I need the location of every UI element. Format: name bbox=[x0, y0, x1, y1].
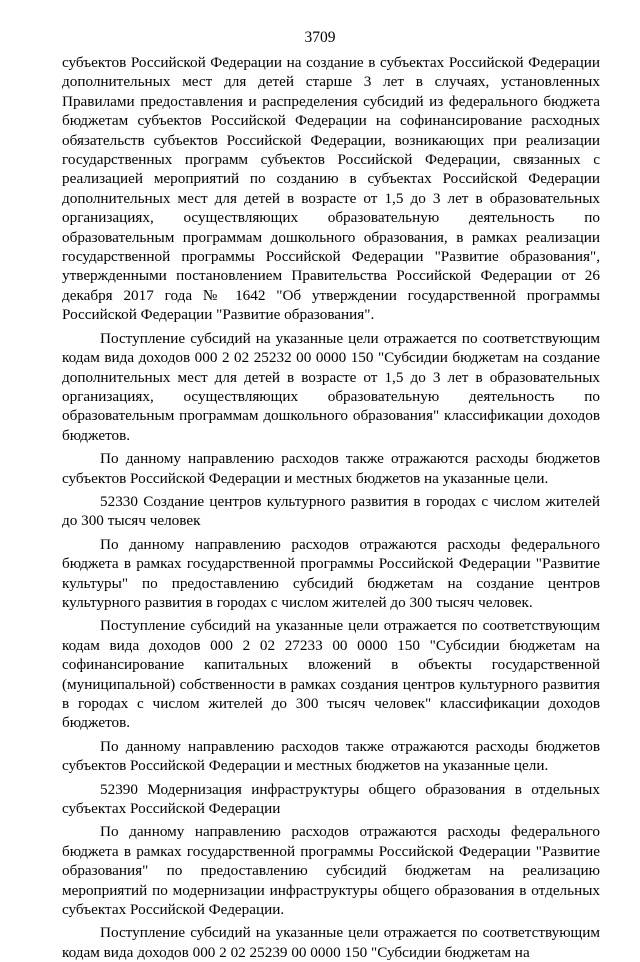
paragraph: По данному направлению расходов отражаются расходы федерального бюджета в рамках государственной программы Российской Федерации "Развитие образования" по предоставлению субсидий бюджетам на реализацию мероприятий по модернизации инфраструктуры общего образования в отдельных субъектах Российской Федерации. bbox=[62, 823, 600, 919]
section-heading: 52390 Модернизация инфраструктуры общего образования в отдельных субъектах Российской Федерации bbox=[62, 780, 600, 818]
paragraph: По данному направлению расходов отражаются расходы федерального бюджета в рамках государственной программы Российской Федерации "Развитие культуры" по предоставлению субсидий бюджетам на создание центров культурного развития в городах с числом жителей до 300 тысяч человек. bbox=[62, 535, 600, 611]
section-heading: 52330 Создание центров культурного развития в городах с числом жителей до 300 тысяч человек bbox=[62, 492, 600, 530]
paragraph: Поступление субсидий на указанные цели отражается по соответствующим кодам вида доходов 000 2 02 25239 00 0000 150 "Субсидии бюджетам на bbox=[62, 924, 600, 961]
paragraph: По данному направлению расходов также отражаются расходы бюджетов субъектов Российской Федерации и местных бюджетов на указанные цели. bbox=[62, 737, 600, 775]
page-number: 3709 bbox=[304, 29, 336, 46]
document-body bbox=[62, 53, 600, 962]
paragraph: Поступление субсидий на указанные цели отражается по соответствующим кодам вида доходов 000 2 02 27233 00 0000 150 "Субсидии бюджетам на софинансирование капитальных вложений в объекты государственной (муниципальной) собственности в рамках создания центров культурного развития в городах с числом жителей до 300 тысяч человек" классификации доходов бюджетов. bbox=[62, 617, 600, 732]
paragraph: По данному направлению расходов также отражаются расходы бюджетов субъектов Российской Федерации и местных бюджетов на указанные цели. bbox=[62, 450, 600, 487]
paragraph: Поступление субсидий на указанные цели отражается по соответствующим кодам вида доходов 000 2 02 25232 00 0000 150 "Субсидии бюджетам на создание дополнительных мест для детей в возрасте от 1,5 до 3 лет в образовательных организациях, осуществляющих образовательную деятельность по образовательным программам дошкольного образования" классификации доходов бюджетов. bbox=[62, 329, 600, 444]
paragraph: субъектов Российской Федерации на создание в субъектах Российской Федерации дополнительных мест для детей старше 3 лет в случаях, установленных Правилами предоставления и распределения субсидий из федерального бюджета бюджетам субъектов Российской Федерации на софинансирование расходных обязательств субъектов Российской Федерации, возникающих при реализации государственных программ субъектов Российской Федерации, связанных с реализацией мероприятий по созданию в субъектах Российской Федерации дополнительных мест для детей в возрасте от 1,5 до 3 лет в образовательных организациях, осуществляющих образовательную деятельность по образовательным программам дошкольного образования, в рамках реализации государственной программы Российской Федерации "Развитие образования", утвержденными постановлением Правительства Российской Федерации от 26 декабря 2017 года № 1642 "Об утверждении государственной программы Российской Федерации "Развитие образования". bbox=[62, 54, 600, 324]
